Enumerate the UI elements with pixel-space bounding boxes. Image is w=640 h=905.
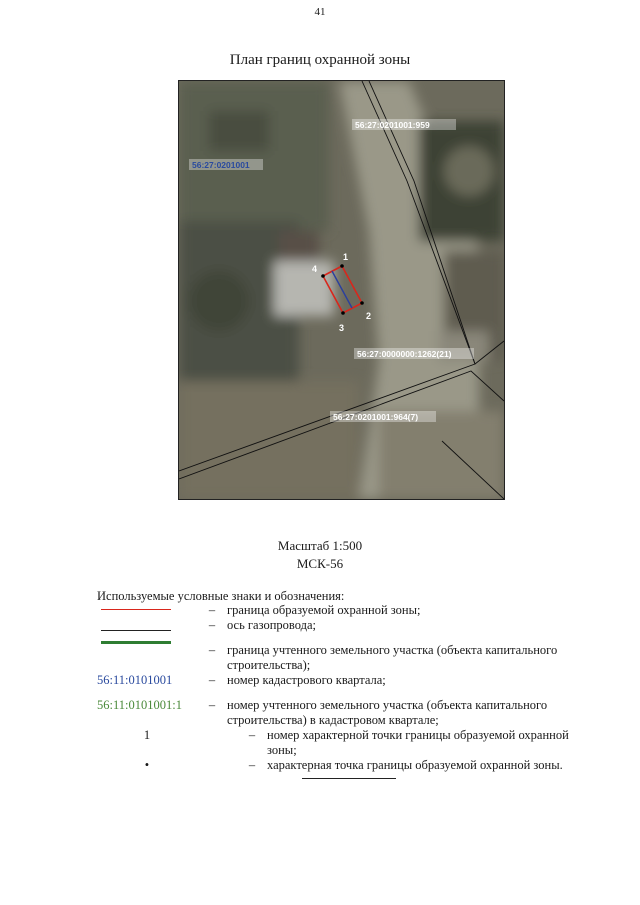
legend-row-parcel-number: 56:11:0101001:1 – номер учтенного земельного участка (объекта капитального строительства) в кадастровом квартале; (97, 698, 597, 728)
legend-desc: номер кадастрового квартала; (227, 673, 386, 687)
legend-desc: граница образуемой охранной зоны; (227, 603, 421, 617)
signature-line (302, 778, 396, 779)
legend-symbol-parcel: 56:11:0101001:1 (97, 698, 182, 712)
legend-symbol-black-line (97, 618, 197, 633)
legend-row-point: • – характерная точка границы образуемой охранной зоны. (97, 758, 597, 773)
legend-row-point-number: 1 – номер характерной точки границы образуемой охранной зоны; (97, 728, 597, 758)
scale-text: Масштаб 1:500 (277, 538, 363, 553)
legend-symbol-point: • (144, 758, 150, 772)
coordinate-system: МСК-56 (296, 556, 344, 571)
legend-title: Используемые условные знаки и обозначения: (97, 589, 345, 603)
legend-row-quarter-number: 56:11:0101001 – номер кадастрового квартала; (97, 673, 597, 688)
scale-block (0, 537, 640, 573)
satellite-map (178, 80, 505, 500)
parcel-label-1262: 56:27:0000000:1262(21) (357, 349, 452, 359)
point-label-3: 3 (339, 323, 345, 333)
point-label-2: 2 (366, 311, 372, 321)
quarter-label: 56:27:0201001 (192, 160, 250, 170)
legend-desc: номер характерной точки границы образуемой охранной зоны; (267, 728, 569, 757)
legend-row-zone-boundary: – граница образуемой охранной зоны; (97, 603, 597, 618)
legend-symbol-red-line (97, 603, 197, 618)
legend-desc: граница учтенного земельного участка (объекта капитального строительства); (227, 643, 558, 672)
legend-row-parcel-boundary: – граница учтенного земельного участка (объекта капитального строительства); (97, 643, 597, 673)
point-label-4: 4 (312, 264, 318, 274)
parcel-label-959: 56:27:0201001:959 (355, 120, 430, 130)
parcel-label-964: 56:27:0201001:964(7) (333, 412, 419, 422)
legend-desc: ось газопровода; (227, 618, 317, 632)
legend-symbol-point-number: 1 (143, 728, 151, 742)
legend (97, 603, 597, 773)
page-number: 41 (314, 6, 326, 18)
legend-symbol-green-line (97, 643, 197, 658)
legend-desc: характерная точка границы образуемой охранной зоны. (267, 758, 563, 772)
legend-desc: номер учтенного земельного участка (объекта капитального строительства) в кадастровом квартале; (227, 698, 548, 727)
legend-symbol-quarter: 56:11:0101001 (97, 673, 173, 687)
point-label-1: 1 (343, 252, 349, 262)
legend-row-pipeline-axis: – ось газопровода; (97, 618, 597, 633)
page-title: План границ охранной зоны (229, 52, 411, 68)
